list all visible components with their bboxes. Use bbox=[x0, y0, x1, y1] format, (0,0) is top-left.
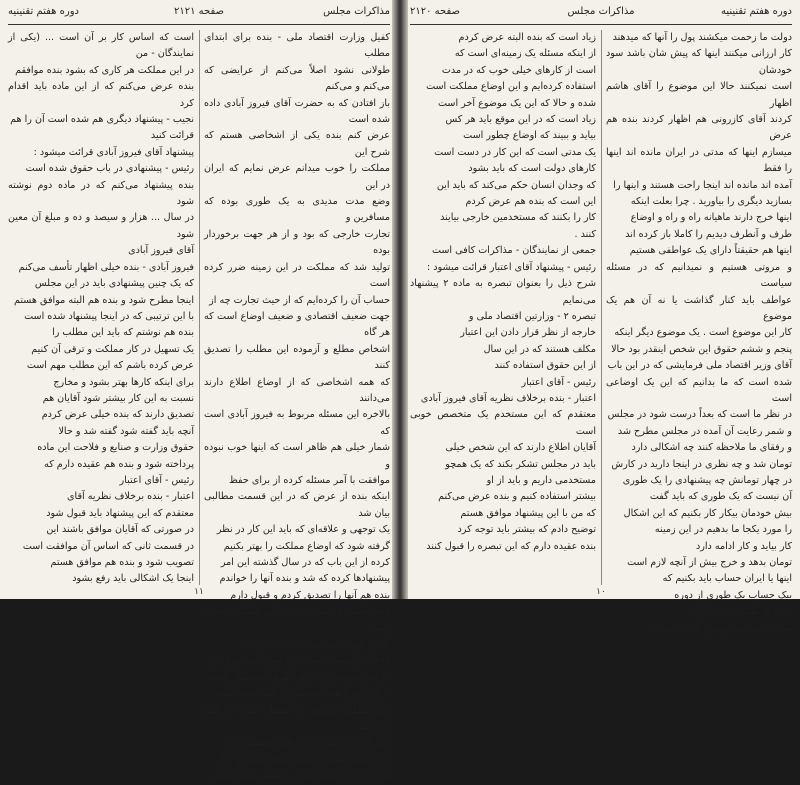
text-line: بنده عرض می‌کنم که از این ماده باید اقدام کرد bbox=[8, 81, 194, 109]
text-line: اینها خرج دارند ماهیانه راه و راه و اوضاع bbox=[630, 212, 792, 224]
text-line: بنده هم نوشتم که باید این مطلب را bbox=[52, 327, 194, 339]
text-line: بیاید و ببیند که اوضاع چطور است bbox=[463, 130, 596, 142]
text-line: امر مملکت مربوط به اقتصاد است که همه می‌دانند bbox=[204, 704, 390, 733]
text-line: طولانی نشود اصلاً می‌کنم از عرایضی که می‌کنم و می‌کنم bbox=[204, 64, 390, 93]
text-line: اینجا مطرح شود و بنده هم البته موافق هستم bbox=[14, 294, 194, 306]
text-line: تصویب شود و بنده هم موافق هستم bbox=[50, 557, 194, 568]
text-line: میسازم اینها که مدتی در ایران مانده اند اینها را فقط bbox=[606, 146, 792, 175]
text-line: عرض کنم بنده یکی از اشخاصی هستم که شرح این bbox=[204, 130, 390, 158]
text-line: باید در مجلس تشکر بکند که یک همچو bbox=[445, 458, 596, 470]
right-header-page-number: صفحه ۲۱۲۰ bbox=[410, 6, 461, 17]
right-page-column-right bbox=[606, 30, 792, 634]
text-line: و شمر رعایت آن آمده در مجلس مطرح شد bbox=[617, 425, 792, 437]
text-line: دوره ها ملت وزارت ایران bbox=[689, 606, 792, 618]
text-line: معتقدم که این پیشنهاد باید قبول شود bbox=[46, 507, 194, 519]
text-line: حقوق وزارت و صنایع و فلاحت این ماده bbox=[37, 442, 194, 454]
text-line: زیاد است که بنده البته عرض کردم bbox=[458, 32, 596, 43]
text-line: تصدیق دارند که بنده خیلی عرض کردم bbox=[41, 409, 194, 421]
text-line: در سال ... هزار و سیصد و ده و مبلغ آن معین شود bbox=[8, 212, 194, 240]
text-line: که همه اشخاصی که از اوضاع اطلاع دارند می‌دانند bbox=[204, 376, 390, 404]
text-line: کار را بکنند که مستخدمین خارجی بیایند bbox=[440, 212, 596, 224]
text-line: تولید شد که مملکت در این زمینه ضرر کرده است bbox=[204, 261, 390, 290]
left-page-footer: ۱۱ bbox=[194, 587, 204, 597]
text-line: در چهار تومانش چه پیشنهادی را یک طوری bbox=[622, 474, 792, 486]
text-line: مملکت را خوب میدانم عرض نمایم که ایران در این bbox=[204, 163, 390, 191]
text-line: این کار باید بشود و بنده هم موافقت دارم bbox=[226, 737, 390, 749]
text-line: پیشنهاد آقای فیروز آبادی قرائت میشود : bbox=[33, 146, 194, 158]
text-line: بسازید دیگری را بیاورید . چرا بعلت اینکه bbox=[630, 196, 792, 208]
text-line: کارهای خودمان را از هر طرف که ممکن است bbox=[206, 671, 390, 683]
text-line: برای اینکه کارها بهتر بشود و مخارج bbox=[53, 376, 194, 388]
text-line: کرده از این باب که در سال گذشته این امر bbox=[220, 557, 390, 568]
text-line: تجارت خارجی که بود و از هر جهت برخوردار بوده bbox=[204, 228, 390, 257]
text-line: اینجا یک اشکالی باید رفع بشود bbox=[72, 573, 194, 585]
right-header-rule bbox=[410, 24, 792, 25]
text-line: آقای فیروز آبادی bbox=[128, 245, 194, 257]
text-line: فیروز آبادی - بنده خیلی اظهار تأسف می‌کنم bbox=[18, 261, 194, 273]
text-line: اینها هم حقیقتاً دارای یک عواطفی هستیم bbox=[629, 245, 792, 257]
text-line: آقایان خوب می‌دانند که ما باید از کجا bbox=[243, 639, 390, 651]
text-line: خارجه از نظر قرار دادن این اعتبار bbox=[460, 327, 596, 339]
text-line: موافقت با آمر مسئله کرده از برای حفظ bbox=[228, 474, 390, 486]
text-line: در این دوره مطالب بسیاری گفته شده است bbox=[215, 688, 390, 700]
text-line: شده و حالا که این یک موضوع آخر است bbox=[438, 97, 596, 109]
text-line: آن نیست که یک طوری که باید گفت bbox=[649, 491, 792, 503]
text-line: از این حقوق استفاده کنند bbox=[494, 360, 596, 372]
text-line: طرف و آنطرف دیدیم را کاملا باز کرده اند bbox=[625, 228, 792, 240]
text-line: با این ترتیبی که در اینجا پیشنهاد شده است bbox=[24, 310, 194, 322]
text-line: بالاخره این مسئله مربوط به فیروز آبادی است که bbox=[204, 409, 390, 437]
left-page-column-right bbox=[204, 30, 390, 782]
text-line: را مورد یکجا ما بدهیم در این زمینه bbox=[654, 524, 792, 536]
text-line: رئیس - پیشنهادی در باب حقوق شده است bbox=[25, 163, 194, 175]
text-line: کار ارزانی میکنند اینها که پیش شان باشد سود خودشان bbox=[606, 48, 792, 76]
text-line: در صورتی که آقایان موافق باشند این bbox=[46, 524, 194, 536]
text-line: دولت ما زحمت میکشند پول را آنها که میدهند bbox=[612, 32, 792, 43]
text-line: اینها یا ایران حساب باید بکنیم که bbox=[662, 573, 792, 585]
text-line: اعتبار - بنده برخلاف نظریه آقای فیروز آبادی bbox=[420, 392, 596, 404]
left-header-page-number: صفحه ۲۱۲۱ bbox=[173, 6, 225, 17]
text-line: کار بیاید و کار ادامه دارد bbox=[695, 540, 792, 552]
text-line: کار این موضوع است . یک موضوع دیگر اینکه bbox=[614, 327, 792, 339]
text-line: شرح ذیل را بعنوان تبصره به ماده ۲ پیشنهاد می‌نمایم bbox=[410, 278, 597, 306]
text-line: بنده پیشنهاد می‌کنم که در ماده دوم نوشته شود bbox=[8, 179, 194, 208]
text-line: عرض کرده باشم که این مطلب مهم است bbox=[26, 360, 194, 372]
right-header-term: دوره هفتم تقنینیه bbox=[721, 6, 792, 17]
text-line: قرائت کنید bbox=[150, 130, 194, 142]
text-line: استفاده کرده‌ایم و این اوضاع مملکت است bbox=[426, 81, 596, 93]
text-line: کنند . bbox=[574, 228, 596, 240]
text-line: که من با این پیشنهاد موافق هستم bbox=[460, 507, 596, 519]
text-line: کارهای دولت است که باید بشود bbox=[468, 163, 596, 175]
left-column-divider bbox=[199, 30, 200, 585]
text-line: اینکه بنده از عرض که در این قسمت مطالبی بیان شد bbox=[204, 491, 390, 519]
text-line: مکلف هستند که در این سال bbox=[483, 343, 596, 355]
right-column-divider bbox=[601, 30, 602, 585]
text-line: پنجم و ششم حقوق این شخص اینقدر بود حالا bbox=[611, 343, 792, 355]
text-line: وضع مدت مدیدی به یک طوری بوده که مسافرین و bbox=[204, 196, 390, 224]
right-page bbox=[402, 0, 800, 634]
text-line: که یک چنین پیشنهادی باید در این مجلس bbox=[34, 278, 194, 290]
text-line: رئیس - آقای اعتبار bbox=[521, 376, 596, 388]
text-line: بیک حساب یک طوری از دوره bbox=[674, 589, 792, 601]
text-line: جهت ضعیف اقتصادی و ضعیف اوضاع است که هر گاه bbox=[204, 310, 390, 339]
text-line: و مروتی هستیم و نمیدانیم که در مسئله سیاست bbox=[606, 261, 792, 290]
book-gutter bbox=[392, 0, 408, 599]
left-page-column-left bbox=[8, 30, 194, 585]
text-line: است از کارهای خیلی خوب که در مدت bbox=[441, 64, 596, 76]
text-line: در این مملکت هر کاری که بشود بنده موافقم bbox=[15, 64, 194, 76]
right-page-footer: ۱۰ bbox=[596, 587, 606, 597]
text-line: این است که بنده هم عرض کردم bbox=[465, 196, 596, 208]
text-line: باز افتادن که به حضرت آقای فیروز آبادی داده شده است bbox=[204, 97, 390, 126]
text-line: دوره شده است که همه موافق بودند و حالا bbox=[219, 753, 390, 765]
text-line: هم باید کاری بکنیم که این مطلب اصلاح شود bbox=[213, 770, 390, 782]
left-page bbox=[0, 0, 398, 782]
text-line: یک مدتی است که این کار در دست است bbox=[434, 146, 596, 158]
text-line: پیشنهادها کرده که شد و بنده آنها را خواندم bbox=[219, 573, 390, 585]
text-line: کردند آقای کازرونی هم اظهار کردند بنده هم عرض bbox=[606, 114, 792, 142]
text-line: پرداخته شود و بنده هم عقیده دارم که bbox=[44, 458, 194, 470]
right-header-session: مذاکرات مجلس bbox=[567, 6, 635, 17]
text-line: زیاد است که در این موقع باید هر کس bbox=[445, 114, 596, 126]
text-line: جمعی از نمایندگان - مذاکرات کافی است bbox=[431, 245, 596, 257]
text-line: فلاحت و صنعت مملکت را تقویت نماییم و این bbox=[209, 655, 390, 667]
text-line: آنچه باید گفته شود گفته شد و حالا bbox=[58, 425, 194, 437]
text-line: شمار خیلی هم ظاهر است که اینها خوب نبوده و bbox=[204, 442, 390, 470]
text-line: بنده هم آنها را تصدیق کردم و قبول دارم bbox=[230, 589, 390, 601]
text-line: آقای وزیر اقتصاد ملی فرمایشی که در این باب bbox=[607, 360, 792, 372]
text-line: مستخدمی داریم و باید از او bbox=[486, 474, 596, 486]
text-line: که وجدان انسان حکم می‌کند که باید این bbox=[436, 179, 596, 191]
text-line: است نمیکنند حالا این موضوع را آقای هاشم اظهار bbox=[606, 81, 792, 109]
text-line: سافان حساب خودش نگاه داشته اند bbox=[648, 622, 792, 634]
text-line: بیش خودمان بیکار کار بکنیم که این اشکال bbox=[623, 507, 792, 519]
text-line: تبصره ۲ - وزارتین اقتصاد ملی و bbox=[468, 310, 596, 322]
text-line: تومان بدهد و خرج بیش از آنچه لازم است bbox=[627, 557, 792, 568]
text-line: حساب آن را کرده‌ایم که از حیث تجارت چه از bbox=[209, 294, 390, 306]
text-line: آقایان اطلاع دارند که این شخص خیلی bbox=[445, 442, 596, 454]
right-page-header bbox=[410, 6, 792, 24]
left-header-session: مذاکرات مجلس bbox=[323, 6, 390, 17]
text-line: توضیح دادم که بیشتر باید توجه کرد bbox=[457, 524, 596, 536]
text-line: در نظر ما است که بعداً درست شود در مجلس bbox=[607, 409, 792, 421]
text-line: وقت است و صنایع ما در این مملکت چطور است bbox=[204, 606, 390, 634]
text-line: آمده اند مانده اند اینجا راحت هستند و اینها را bbox=[613, 179, 792, 191]
text-line: یک تسهیل در کار مملکت و ترقی آن کنیم bbox=[31, 343, 194, 355]
left-page-header bbox=[8, 6, 390, 24]
text-line: شده است که ما بدانیم که این یک اوضاعی است bbox=[606, 376, 792, 404]
text-line: رئیس - آقای اعتبار bbox=[119, 474, 194, 486]
text-line: کفیل وزارت اقتصاد ملی - بنده برای ابتدای مطلب bbox=[204, 32, 390, 60]
text-line: از اینکه مسئله یک زمینه‌ای است که bbox=[454, 48, 596, 60]
text-line: بنده عقیده دارم که این تبصره را قبول کنند bbox=[426, 540, 596, 552]
text-line: نسبت به این کار بیشتر شود آقایان هم bbox=[42, 392, 194, 404]
text-line: تومان شد و چه نظری در اینجا دارید در کارش bbox=[611, 458, 792, 470]
text-line: نجیب - پیشنهاد دیگری هم شده است آن را هم bbox=[10, 114, 194, 126]
left-header-term: دوره هفتم تقنینیه bbox=[8, 6, 79, 17]
text-line: رئیس - پیشنهاد آقای اعتبار قرائت میشود : bbox=[427, 261, 596, 273]
text-line: بیشتر استفاده کنیم و بنده عرض می‌کنم bbox=[438, 491, 596, 503]
left-header-rule bbox=[8, 24, 390, 25]
text-line: اعتبار - بنده برخلاف نظریه آقای bbox=[67, 491, 194, 503]
text-line: است که اساس کار بر آن است ... (یکی از نمایندگان - من bbox=[8, 32, 194, 60]
text-line: در قسمت ثانی که اساس آن موافقت است bbox=[22, 540, 194, 552]
text-line: اشخاص مطلع و آزموده این مطلب را تصدیق کنند bbox=[204, 343, 390, 372]
text-line: گرفته شود که اوضاع مملکت را بهتر بکنیم bbox=[223, 540, 390, 552]
text-line: و رفقای ما ملاحظه کنند چه اشکالی دارد bbox=[631, 442, 792, 454]
right-page-column-left bbox=[410, 30, 596, 585]
text-line: عواطف باید کنار گذاشت یا نه آن هم یک موضوع bbox=[606, 294, 792, 322]
text-line: معتقدم که این مستخدم یک متخصص خوبی است bbox=[410, 409, 596, 437]
text-line: یک توجهی و علاقه‌ای که باید این کار در نظر bbox=[216, 524, 390, 536]
